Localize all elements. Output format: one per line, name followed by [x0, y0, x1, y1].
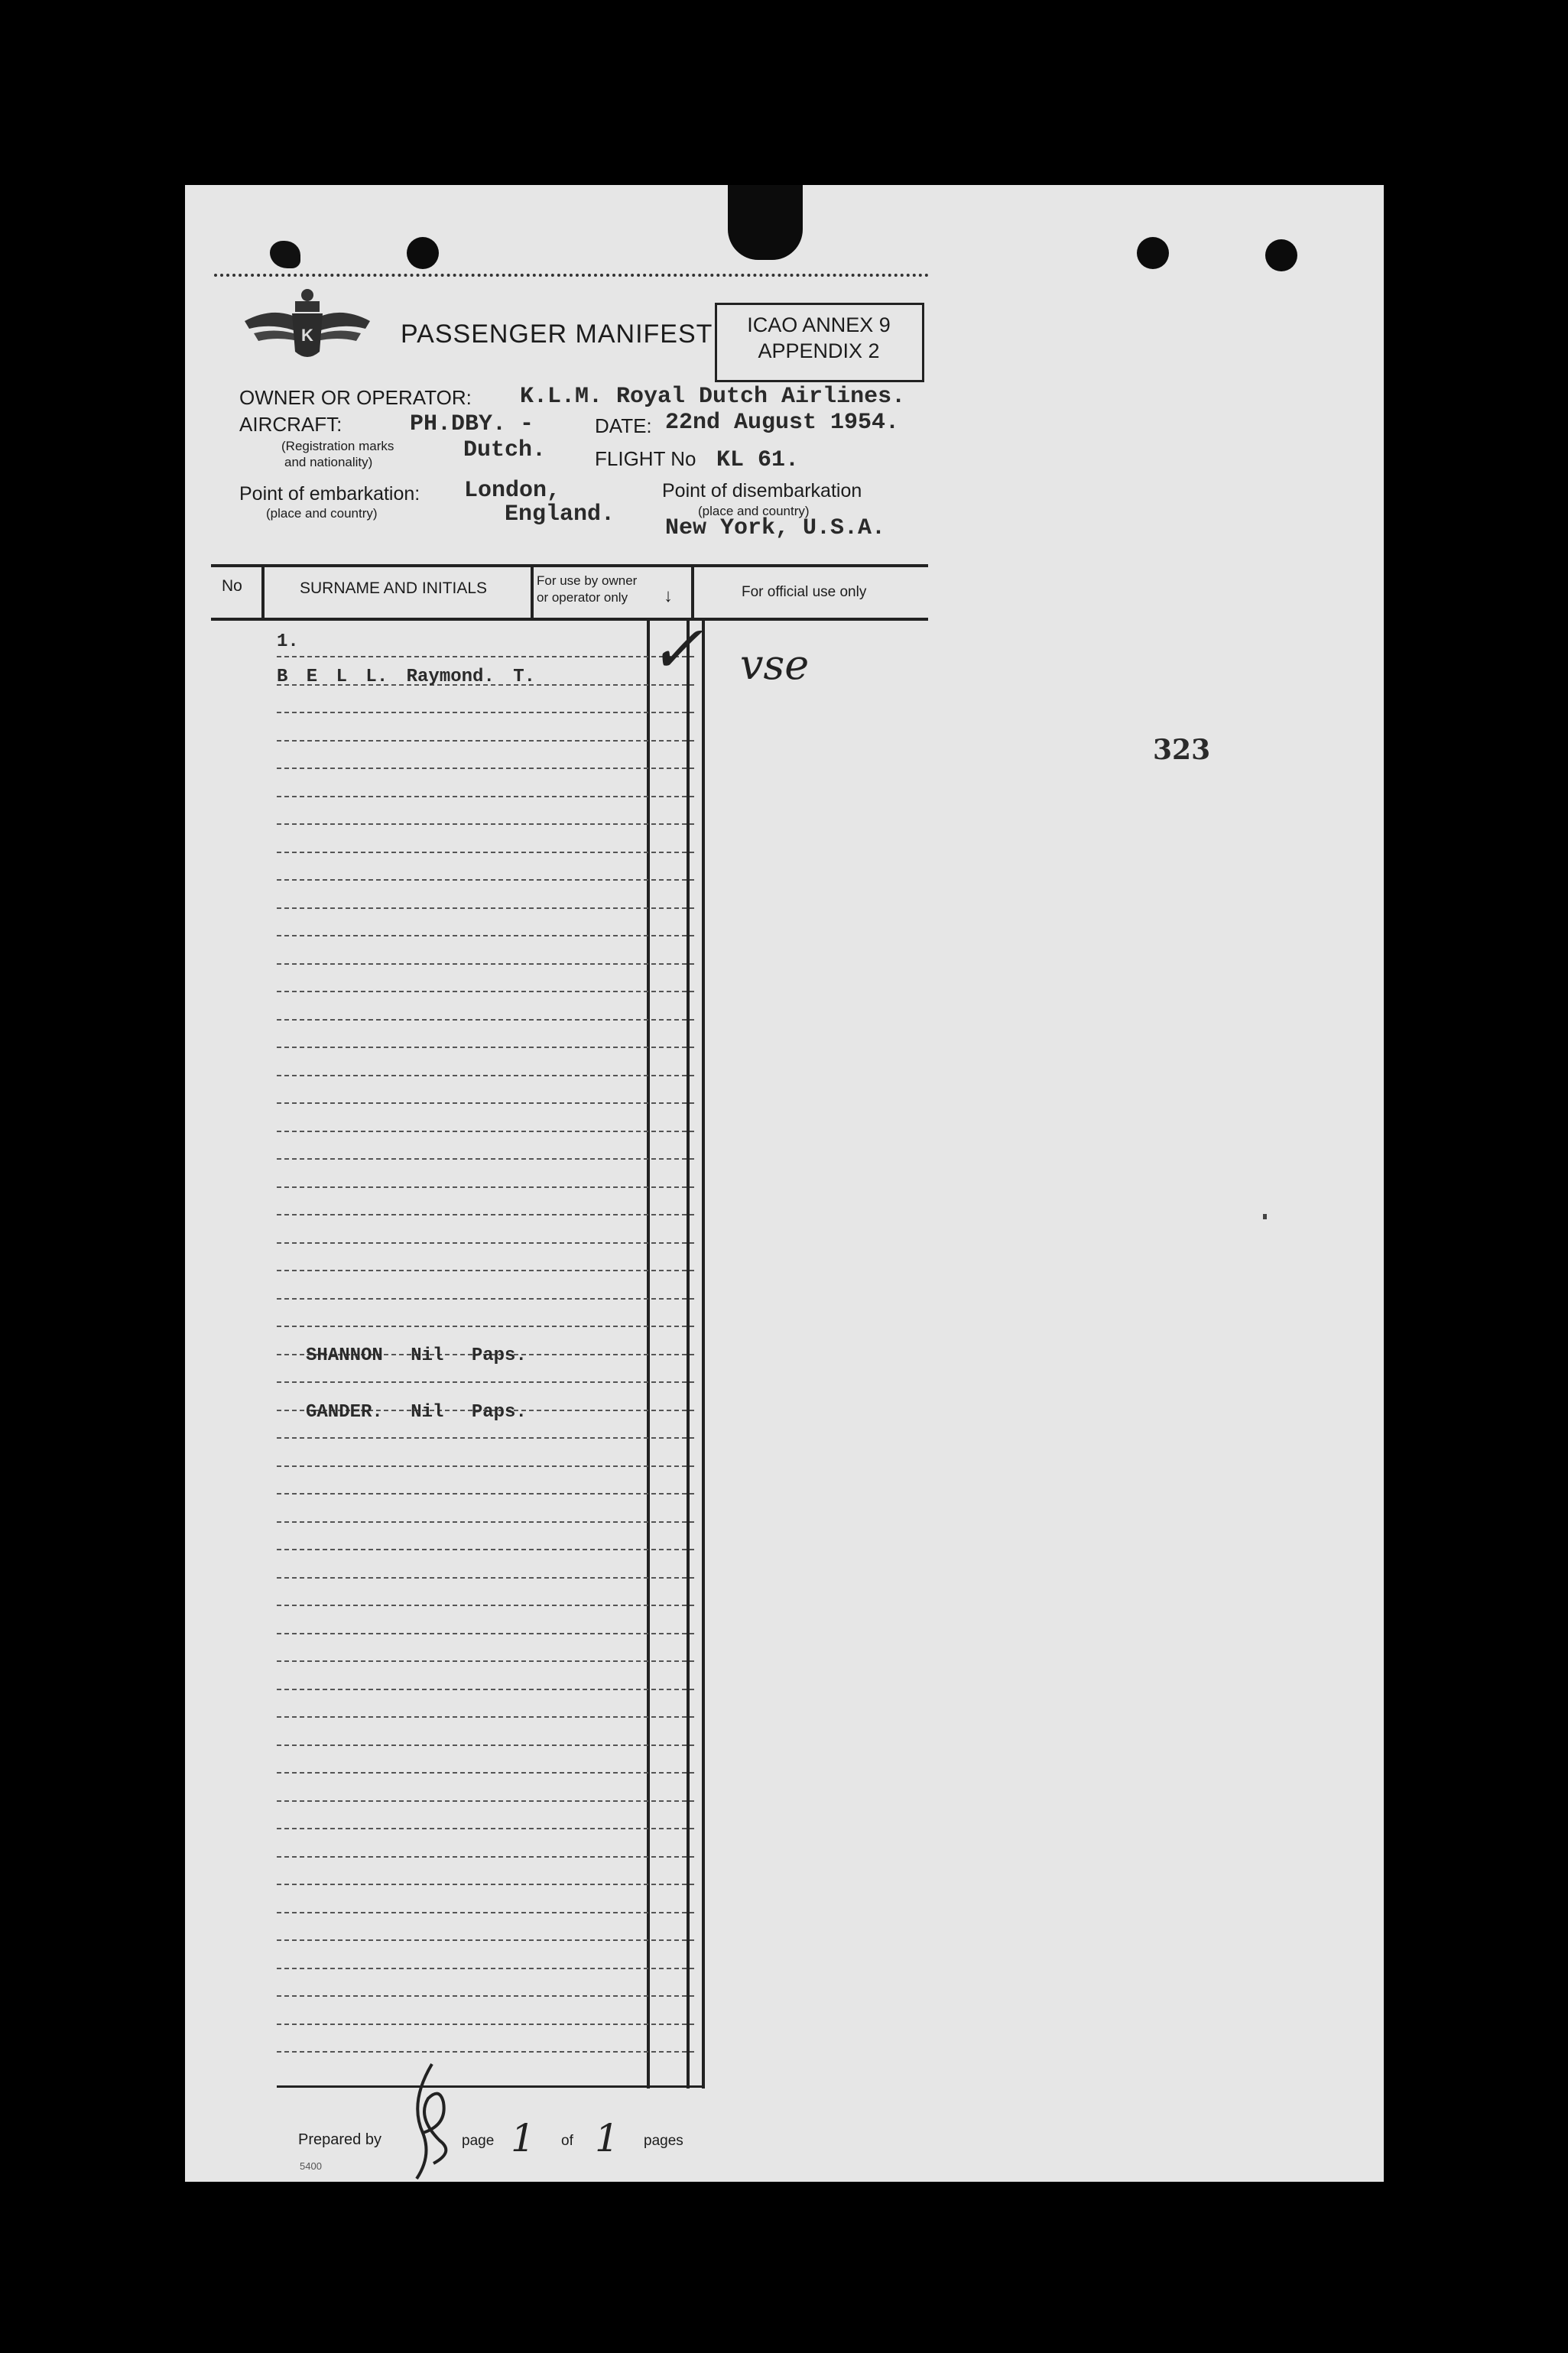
ruled-line — [277, 991, 694, 992]
handwritten-signature — [386, 2056, 478, 2186]
disembarkation-note: (place and country) — [698, 504, 810, 518]
ruled-line — [277, 1772, 694, 1774]
top-perforation-rule — [214, 274, 929, 277]
ruled-line — [277, 1465, 694, 1467]
ruled-line — [277, 1800, 694, 1802]
ruled-line — [277, 1326, 694, 1327]
page-total: 1 — [595, 2116, 619, 2160]
registration-note-2: and nationality) — [284, 455, 373, 469]
ruled-line — [277, 1437, 694, 1439]
icao-appendix-label: APPENDIX 2 — [758, 339, 880, 362]
embarkation-value-1: London, — [464, 478, 561, 504]
ruled-line — [277, 1298, 694, 1300]
stop-note-gander: GANDER. Nil Paps. — [306, 1402, 527, 1423]
stop-note-shannon: SHANNON Nil Paps. — [306, 1345, 527, 1366]
ruled-line — [277, 879, 694, 881]
punch-hole-far-right — [1265, 239, 1297, 271]
down-arrow-icon: ↓ — [664, 586, 673, 606]
aircraft-label: AIRCRAFT: — [239, 413, 342, 436]
prepared-by-label: Prepared by — [298, 2131, 381, 2148]
punch-hole-left — [407, 237, 439, 269]
ruled-line — [277, 1075, 694, 1076]
page-label: page — [462, 2133, 495, 2149]
ruled-line — [277, 1689, 694, 1690]
ruled-line — [277, 1912, 694, 1913]
ruled-line — [277, 1884, 694, 1885]
ruled-line — [277, 740, 694, 742]
ruled-line — [277, 2051, 694, 2053]
ruled-line — [277, 1828, 694, 1829]
check-mark: ✓ — [648, 612, 704, 688]
header-divider-1 — [261, 564, 265, 621]
ruled-line — [277, 1577, 694, 1579]
ruled-line — [277, 1939, 694, 1941]
embarkation-note: (place and country) — [266, 506, 378, 521]
of-label: of — [561, 2133, 573, 2149]
ruled-line — [277, 1549, 694, 1550]
ruled-line — [277, 1716, 694, 1718]
page-number: 1 — [511, 2116, 535, 2160]
nationality-value: Dutch. — [463, 437, 547, 463]
ruled-line — [277, 712, 694, 713]
owner-label: OWNER OR OPERATOR: — [239, 386, 472, 409]
ruled-line — [277, 1131, 694, 1132]
svg-text:K: K — [301, 326, 313, 345]
ruled-line — [277, 823, 694, 825]
ruled-line — [277, 963, 694, 965]
ruled-line — [277, 1270, 694, 1271]
pages-label: pages — [644, 2133, 683, 2149]
embarkation-value-2: England. — [505, 501, 615, 527]
punch-hole-right — [1137, 237, 1169, 269]
stamp-number: 323 — [1153, 734, 1211, 766]
table-bottom-rule — [277, 2085, 705, 2088]
list-item: B E L L. Raymond. T. — [277, 667, 536, 687]
ruled-line — [277, 935, 694, 936]
form-title: PASSENGER MANIFEST — [401, 320, 713, 349]
aircraft-value: PH.DBY. - — [410, 411, 534, 437]
table-header-bottom-rule — [211, 618, 928, 621]
paper-speck — [1263, 1214, 1267, 1219]
ruled-line — [277, 1995, 694, 1997]
ruled-line — [277, 852, 694, 853]
column-header-owner-2: or operator only — [537, 590, 628, 605]
table-rule-official — [702, 621, 705, 2088]
ruled-line — [277, 1214, 694, 1215]
ruled-line — [277, 1633, 694, 1634]
ruled-line — [277, 1521, 694, 1523]
ruled-line — [277, 2024, 694, 2025]
owner-value: K.L.M. Royal Dutch Airlines. — [520, 384, 906, 410]
flight-value: KL 61. — [716, 447, 800, 473]
list-item: 1. — [277, 631, 299, 652]
date-value: 22nd August 1954. — [665, 410, 900, 436]
ruled-line — [277, 1047, 694, 1048]
ruled-line — [277, 1158, 694, 1160]
ruled-line — [277, 768, 694, 769]
disembarkation-label: Point of disembarkation — [662, 480, 862, 501]
table-header-top-rule — [211, 564, 928, 567]
ruled-line — [277, 907, 694, 909]
ruled-line — [277, 656, 694, 657]
column-header-owner-1: For use by owner — [537, 573, 638, 588]
official-initials: vse — [740, 641, 810, 689]
klm-crown-logo — [239, 284, 376, 368]
ruled-line — [277, 1605, 694, 1606]
embarkation-label: Point of embarkation: — [239, 483, 420, 505]
ruled-line — [277, 796, 694, 797]
disembarkation-value: New York, U.S.A. — [665, 515, 886, 541]
ruled-line — [277, 1381, 694, 1383]
form-code: 5400 — [300, 2160, 322, 2172]
icao-annex-label: ICAO ANNEX 9 — [747, 313, 891, 336]
ruled-line — [277, 1242, 694, 1244]
ruled-line — [277, 1968, 694, 1969]
ruled-line — [277, 1744, 694, 1746]
ruled-line — [277, 1493, 694, 1495]
column-header-no: No — [222, 577, 242, 595]
date-label: DATE: — [595, 414, 652, 437]
header-divider-2 — [531, 564, 534, 621]
registration-note-1: (Registration marks — [281, 439, 394, 453]
ruled-line — [277, 1660, 694, 1662]
flight-label: FLIGHT No — [595, 447, 696, 470]
punch-notch-center — [728, 185, 803, 260]
ruled-line — [277, 1856, 694, 1858]
ruled-line — [277, 1186, 694, 1188]
column-header-official: For official use only — [742, 584, 867, 600]
column-header-surname: SURNAME AND INITIALS — [300, 579, 488, 597]
ruled-line — [277, 1102, 694, 1104]
ruled-line — [277, 1019, 694, 1021]
